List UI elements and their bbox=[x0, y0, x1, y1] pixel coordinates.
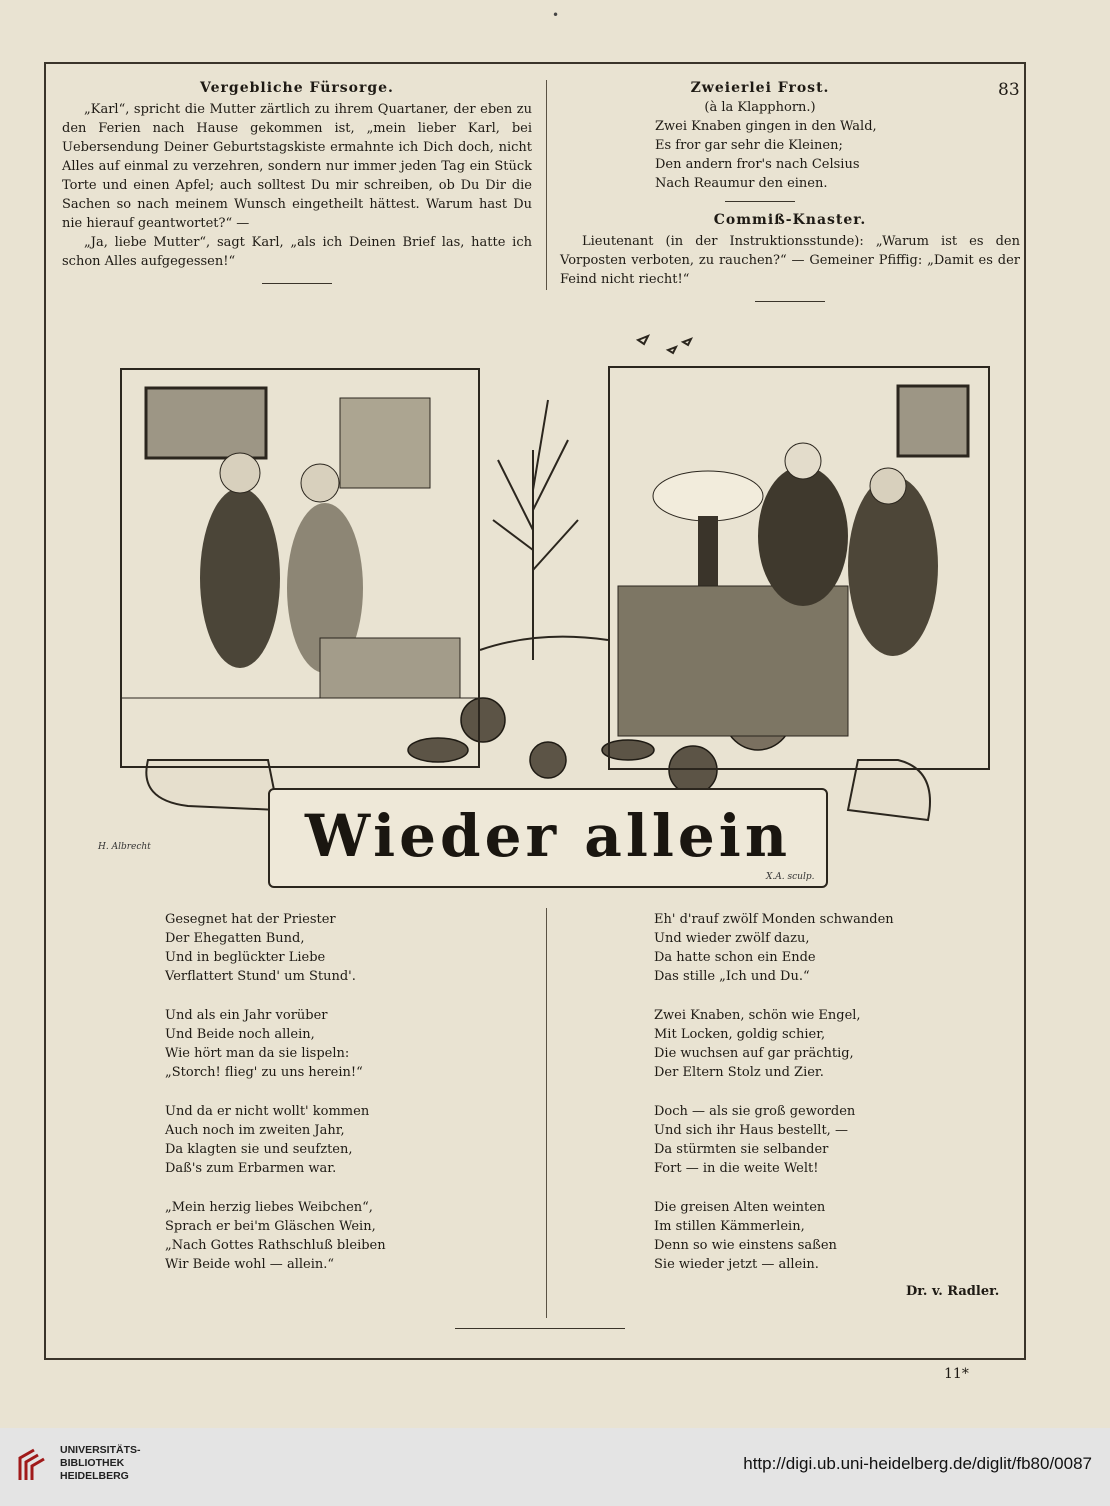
illustration-panel-young-couple bbox=[120, 368, 480, 768]
verse-line: Und Beide noch allein, bbox=[165, 1027, 315, 1042]
verse-line: Sie wieder jetzt — allein. bbox=[654, 1257, 819, 1272]
poem-column-right bbox=[654, 910, 894, 1294]
verse-line: Im stillen Kämmerlein, bbox=[654, 1219, 805, 1234]
poem-title: Wieder allein bbox=[304, 802, 791, 870]
library-name-line: HEIDELBERG bbox=[60, 1470, 129, 1482]
verse-line: Doch — als sie groß geworden bbox=[654, 1104, 856, 1119]
poem-stanza bbox=[654, 910, 894, 986]
verse-line: Da hatte schon ein Ende bbox=[654, 950, 816, 965]
verse-line: Zwei Knaben gingen in den Wald, bbox=[655, 119, 877, 134]
poem-author: Dr. v. Radler. bbox=[906, 1284, 1000, 1299]
artist-signature: H. Albrecht bbox=[98, 842, 151, 852]
verse-line: Die wuchsen auf gar prächtig, bbox=[654, 1046, 854, 1061]
page-dot: • bbox=[552, 8, 560, 22]
poem-stanza bbox=[165, 1198, 386, 1274]
verse-line: Denn so wie einstens saßen bbox=[654, 1238, 837, 1253]
article-title: Commiß-Knaster. bbox=[713, 212, 867, 228]
verse-line: Da klagten sie und seufzten, bbox=[165, 1142, 353, 1157]
article-commiss-knaster bbox=[560, 212, 1020, 302]
engraver-signature: X.A. sculp. bbox=[766, 872, 815, 882]
verse-line: Die greisen Alten weinten bbox=[654, 1200, 826, 1215]
poem-stanza bbox=[654, 1006, 894, 1082]
verse-line: Das stille „Ich und Du.“ bbox=[654, 969, 810, 984]
verse-line: Zwei Knaben, schön wie Engel, bbox=[654, 1008, 861, 1023]
poem-stanza bbox=[654, 1102, 894, 1178]
poem-column-left bbox=[165, 910, 386, 1294]
verse-line: Mit Locken, goldig schier, bbox=[654, 1027, 826, 1042]
verse-line: Es fror gar sehr die Kleinen; bbox=[655, 138, 843, 153]
separator-rule bbox=[262, 283, 332, 284]
verse-line: „Mein herzig liebes Weibchen“, bbox=[165, 1200, 373, 1215]
article-paragraph: Lieutenant (in der Instruktionsstunde): „Warum ist es den Vorposten verboten, zu rauchen?“ — Gemeiner Pfiffig: „Damit es der Feind nicht riecht!“ bbox=[560, 234, 1020, 287]
separator-rule bbox=[755, 301, 825, 302]
library-logo-icon[interactable] bbox=[16, 1446, 50, 1484]
verse-line: „Nach Gottes Rathschluß bleiben bbox=[165, 1238, 386, 1253]
verse-line: Daß's zum Erbarmen war. bbox=[165, 1161, 337, 1176]
poem-stanza bbox=[165, 1006, 386, 1082]
illustration bbox=[78, 330, 1008, 900]
article-title: Vergebliche Fürsorge. bbox=[200, 80, 394, 96]
article-zweierlei-frost bbox=[560, 80, 960, 202]
verse-line: Da stürmten sie selbander bbox=[654, 1142, 829, 1157]
poem-stanza bbox=[165, 910, 386, 986]
verse-line: Und als ein Jahr vorüber bbox=[165, 1008, 328, 1023]
verse-line: Der Ehegatten Bund, bbox=[165, 931, 305, 946]
verse-line: Und in beglückter Liebe bbox=[165, 950, 326, 965]
verse-line: Sprach er bei'm Gläschen Wein, bbox=[165, 1219, 376, 1234]
library-name-line: BIBLIOTHEK bbox=[60, 1457, 125, 1469]
poem-stanza bbox=[654, 1198, 894, 1274]
verse-line: Und da er nicht wollt' kommen bbox=[165, 1104, 370, 1119]
verse-line: Und sich ihr Haus bestellt, — bbox=[654, 1123, 848, 1138]
article-paragraph: „Karl“, spricht die Mutter zärtlich zu ihrem Quartaner, der eben zu den Ferien nach Hause gekommen ist, „mein lieber Karl, bei Uebersendung Deiner Geburtstagskiste ermahnte ich Dich doch, nicht Alles auf einmal zu verzehren, sondern nur immer jeden Tag ein Stück Torte und einen Apfel; auch solltest Du mir schreiben, ob Du Dir die Sachen so nach meinem Wunsch eingetheilt hättest. Warum hast Du nie hierauf geantwortet?“ — bbox=[62, 102, 532, 231]
article-title: Zweierlei Frost. bbox=[690, 80, 830, 96]
verse-line: Nach Reaumur den einen. bbox=[655, 176, 828, 191]
verse-line: Wie hört man da sie lispeln: bbox=[165, 1046, 350, 1061]
verse-line: Fort — in die weite Welt! bbox=[654, 1161, 819, 1176]
title-banner bbox=[268, 788, 828, 888]
permalink-url[interactable]: http://digi.ub.uni-heidelberg.de/diglit/fb80/0087 bbox=[743, 1454, 1092, 1473]
verse-line: Gesegnet hat der Priester bbox=[165, 912, 336, 927]
verse-line: „Storch! flieg' zu uns herein!“ bbox=[165, 1065, 363, 1080]
verse-line: Verflattert Stund' um Stund'. bbox=[165, 969, 356, 984]
article-paragraph: „Ja, liebe Mutter“, sagt Karl, „als ich Deinen Brief las, hatte ich schon Alles aufgegessen!“ bbox=[62, 235, 532, 269]
illustration-panel-old-couple bbox=[608, 366, 990, 770]
library-footer bbox=[0, 1428, 1110, 1506]
page-number: 83 bbox=[998, 80, 1020, 100]
verse-line: Der Eltern Stolz und Zier. bbox=[654, 1065, 824, 1080]
column-divider-bottom bbox=[546, 908, 547, 1318]
poem-stanza bbox=[165, 1102, 386, 1178]
library-name-line: UNIVERSITÄTS- bbox=[60, 1444, 141, 1456]
signature-mark: 11* bbox=[944, 1366, 969, 1382]
separator-rule bbox=[725, 201, 795, 202]
article-vergebliche-fuersorge bbox=[62, 80, 532, 284]
article-subtitle: (à la Klapphorn.) bbox=[704, 100, 816, 115]
verse-line: Eh' d'rauf zwölf Monden schwanden bbox=[654, 912, 894, 927]
verse-line: Auch noch im zweiten Jahr, bbox=[165, 1123, 345, 1138]
library-name[interactable] bbox=[60, 1444, 141, 1483]
column-divider-top bbox=[546, 80, 547, 290]
separator-rule bbox=[455, 1328, 625, 1329]
verse-line: Und wieder zwölf dazu, bbox=[654, 931, 810, 946]
verse-line: Wir Beide wohl — allein.“ bbox=[165, 1257, 335, 1272]
verse-line: Den andern fror's nach Celsius bbox=[655, 157, 860, 172]
